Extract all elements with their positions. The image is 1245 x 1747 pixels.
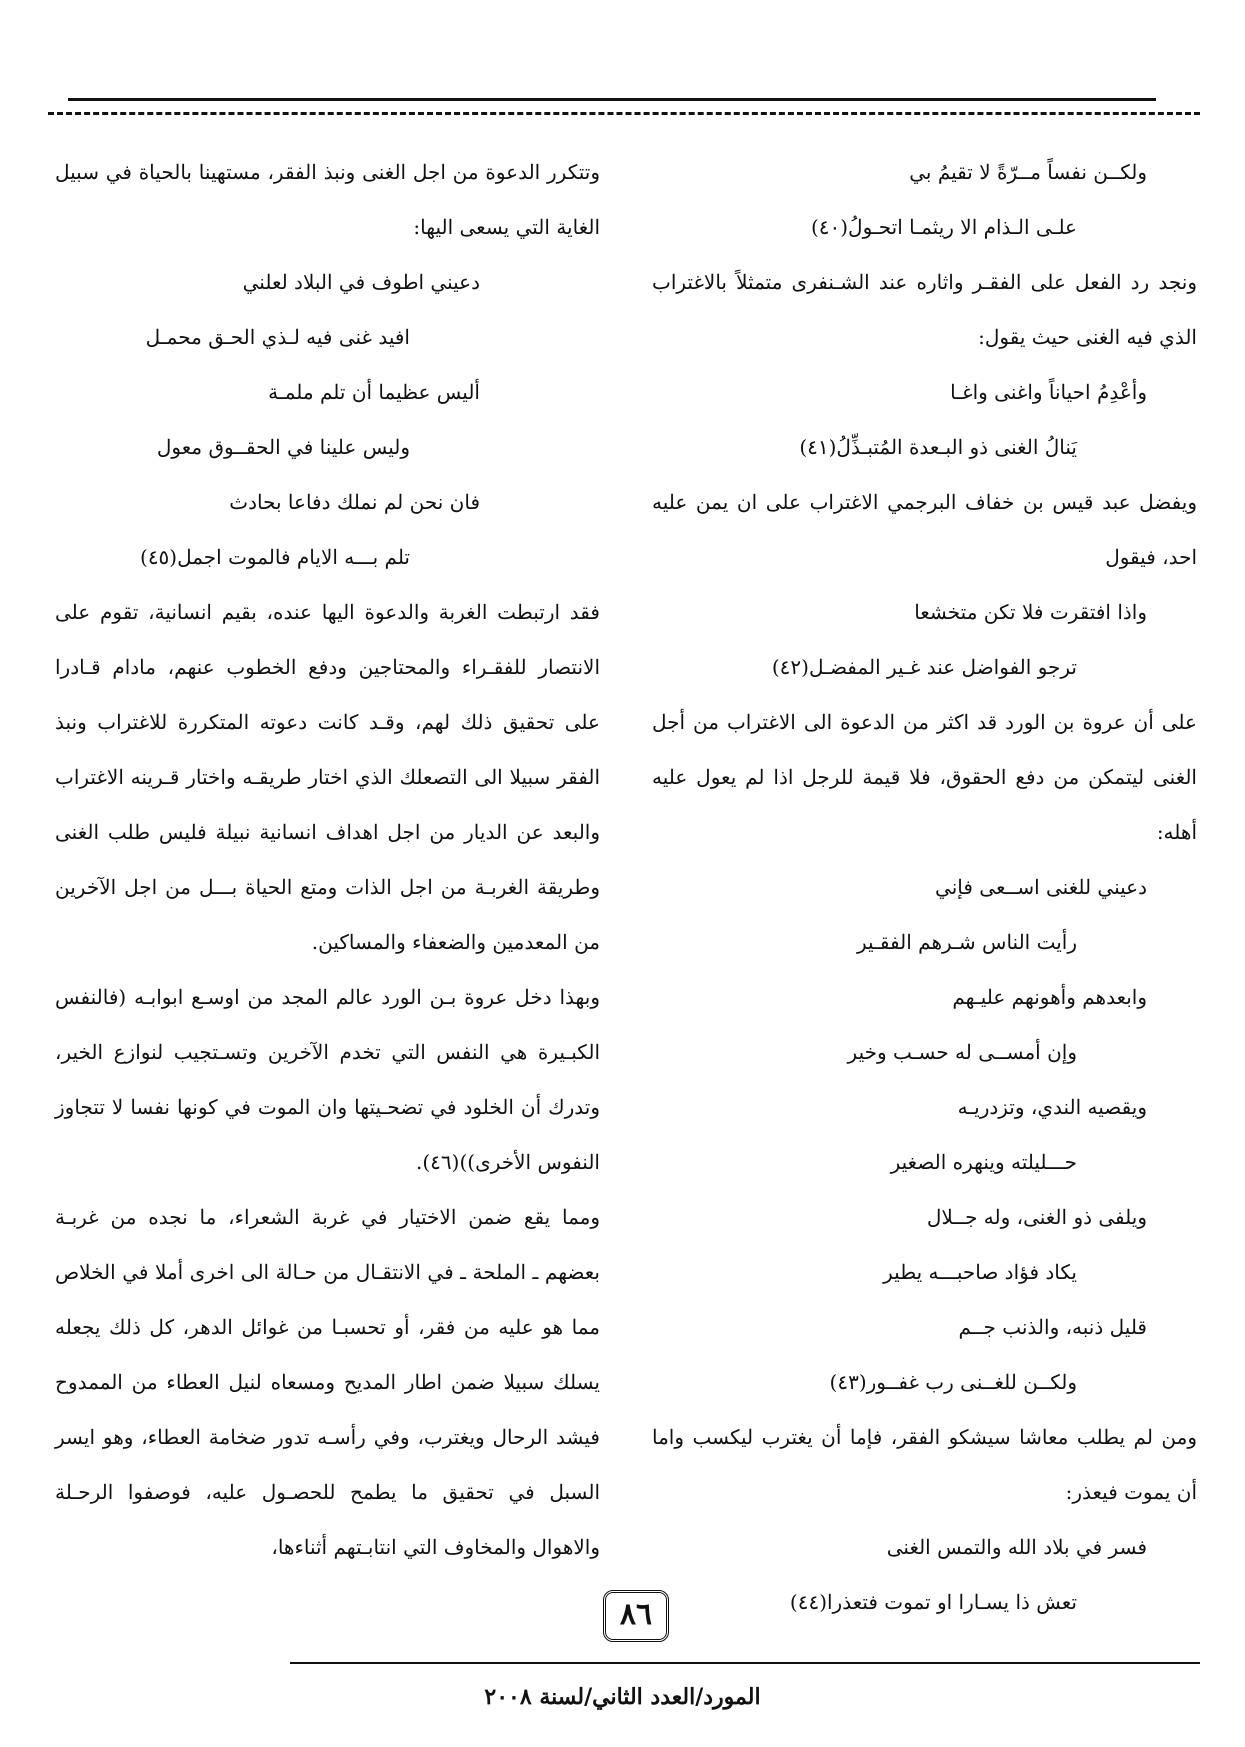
prose-paragraph: ويفضل عبد قيس بن خفاف البرجمي الاغتراب على ان يمن عليه احد، فيقول	[652, 490, 1197, 569]
verse-line: ولكــن نفساً مــرّةً لا تقيمُ بي	[909, 160, 1147, 184]
verse-line: ويلفى ذو الغنى، وله جــلال	[926, 1205, 1147, 1229]
prose-paragraph: ونجد رد الفعل على الفقـر واثاره عند الشـنفرى متمثلاً بالاغتراب الذي فيه الغنى حيث يقول:	[652, 270, 1197, 349]
verse-line: فان نحن لم نملك دفاعا بحادث	[229, 490, 480, 514]
left-column	[55, 145, 600, 1575]
verse-line: واذا افتقرت فلا تكن متخشعا	[914, 600, 1147, 624]
verse-line: ترجو الفواضل عند غـير المفضـل(٤٢)	[771, 655, 1077, 679]
prose-paragraph: ومن لم يطلب معاشا سيشكو الفقر، فإما أن يغترب ليكسب واما أن يموت فيعذر:	[652, 1425, 1197, 1504]
verse-line: دعيني اطوف في البلاد لعلني	[242, 270, 480, 294]
verse-line: ولكــن للغــنى رب غفــور(٤٣)	[829, 1370, 1077, 1394]
right-column	[652, 145, 1197, 1630]
footer-rule	[290, 1662, 1200, 1664]
verse-line: دعيني للغنى اســعى فإني	[935, 875, 1147, 899]
verse-line: رأيت الناس شـرهم الفقـير	[856, 930, 1077, 954]
verse-line: قليل ذنبه، والذنب جــم	[958, 1315, 1147, 1339]
verse-line: وليس علينا في الحقــوق معول	[156, 435, 410, 459]
verse-line: وأعْدِمُ احياناً واغنى واغـا	[950, 380, 1147, 404]
verse-line: تعش ذا يسـارا او تموت فتعذرا(٤٤)	[789, 1590, 1077, 1614]
prose-paragraph: على أن عروة بن الورد قد اكثر من الدعوة الى الاغتراب من أجل الغنى ليتمكن من دفع الحقوق، فلا قيمة للرجل اذا لم يعول عليه أهله:	[652, 710, 1197, 844]
verse-line: وإن أمســى له حسـب وخير	[847, 1040, 1077, 1064]
header-dashed-rule	[48, 112, 1200, 115]
verse-line: يَنالُ الغنى ذو البـعدة المُتبـذِّلُ(٤١)	[799, 435, 1077, 459]
verse-line: حـــليلته وينهره الصغير	[890, 1150, 1077, 1174]
prose-paragraph: وتتكرر الدعوة من اجل الغنى ونبذ الفقر، مستهينا بالحياة في سبيل الغاية التي يسعى اليها:	[55, 160, 600, 239]
verse-line: افيد غنى فيه لـذي الحـق محمـل	[145, 325, 410, 349]
verse-line: يكاد فؤاد صاحبـــه يطير	[883, 1260, 1077, 1284]
verse-line: فسر في بلاد الله والتمس الغنى	[886, 1535, 1147, 1559]
prose-paragraph: وبهذا دخل عروة بـن الورد عالم المجد من اوسـع ابوابـه (فالنفس الكبـيرة هي النفس التي تخدم الآخرين وتسـتجيب لنوازع الخير، وتدرك أن الخلود في تضحـيتها وان الموت في كونها نفسا لا تتجاوز النفوس الأخرى))(٤٦).	[55, 985, 600, 1174]
verse-line: وابعدهم وأهونهم عليـهم	[952, 985, 1147, 1009]
verse-line: أليس عظيما أن تلم ملمـة	[268, 380, 480, 404]
prose-paragraph: فقد ارتبطت الغربة والدعوة اليها عنده، بقيم انسانية، تقوم على الانتصار للفقـراء والمحتاجين ودفع الخطوب عنهم، مادام قـادرا على تحقيق ذلك لهم، وقـد كانت دعوته المتكررة للاغتراب ونبذ الفقر سبيلا الى التصعلك الذي اختار طريقـه واختار قـرينه الاغتراب والبعد عن الديار من اجل اهداف انسانية نبيلة فليس طلب الغنى وطريقة الغربـة من اجل الذات ومتع الحياة بـــل من اجل الآخرين من المعدمين والضعفاء والمساكين.	[55, 600, 600, 954]
verse-line: علـى الـذام الا ريثمـا اتحـولُ(٤٠)	[810, 215, 1077, 239]
header-rule	[68, 98, 1156, 101]
page-number: ٨٦	[603, 1590, 669, 1642]
prose-paragraph: ومما يقع ضمن الاختيار في غربة الشعراء، ما نجده من غربـة بعضهم ـ الملحة ـ في الانتقـال من حـالة الى اخرى أملا في الخلاص مما هو عليه من فقر، أو تحسبـا من غوائل الدهر، كل ذلك يجعله يسلك سبيلا ضمن اطار المديح ومسعاه لنيل العطاء من الممدوح فيشد الرحال ويغترب، وفي رأسـه تدور ضخامة العطاء، وهو ايسر السبل في تحقيق ما يطمح للحصـول عليه، فوصفوا الرحـلة والاهوال والمخاوف التي انتابـتهم أثناءها،	[55, 1205, 600, 1559]
verse-line: تلم بـــه الايام فالموت اجمل(٤٥)	[140, 545, 410, 569]
journal-footer: المورد/العدد الثاني/لسنة ٢٠٠٨	[484, 1684, 761, 1710]
verse-line: ويقصيه الندي، وتزدريـه	[957, 1095, 1147, 1119]
